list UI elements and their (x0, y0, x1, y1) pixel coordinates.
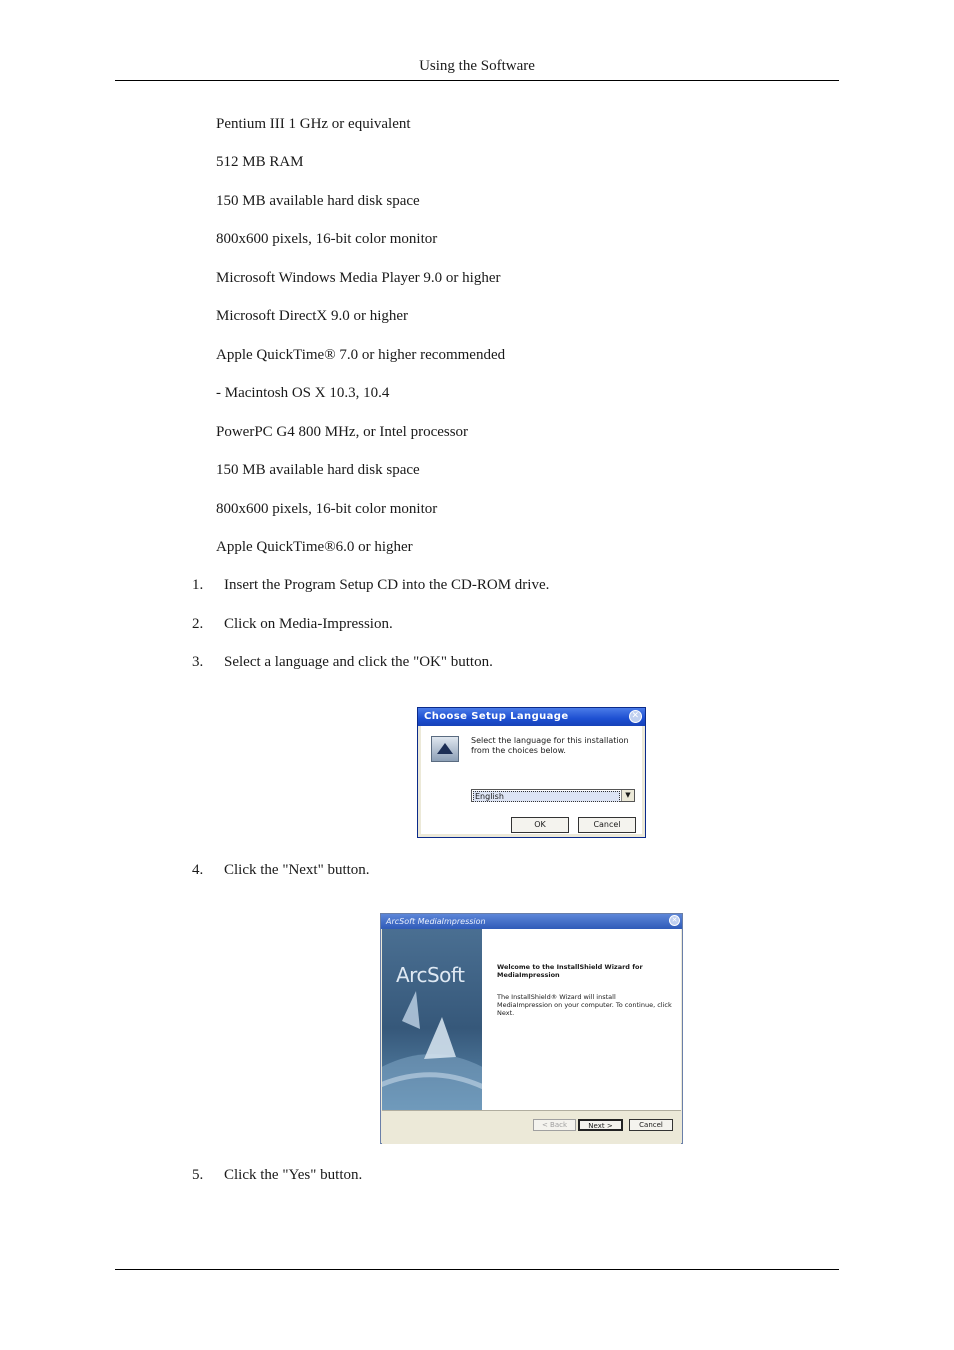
requirement-item: 512 MB RAM (216, 154, 304, 170)
requirement-item: PowerPC G4 800 MHz, or Intel processor (216, 424, 469, 440)
step-item (192, 654, 493, 671)
requirement-item: 800x600 pixels, 16-bit color monitor (216, 231, 438, 247)
next-button[interactable]: Next > (578, 1119, 623, 1131)
dialog-titlebar (418, 708, 645, 726)
step-number: 3. (192, 654, 204, 670)
requirement-item: 800x600 pixels, 16-bit color monitor (216, 501, 438, 517)
dialog-titlebar (381, 914, 682, 929)
chevron-down-icon[interactable]: ▼ (621, 790, 634, 801)
step-number: 1. (192, 577, 204, 593)
requirement-item: Apple QuickTime®6.0 or higher (216, 539, 413, 555)
step-item (192, 1167, 362, 1184)
header-rule (115, 80, 839, 81)
step-text: Insert the Program Setup CD into the CD-ROM drive. (224, 577, 550, 593)
step-text: Select a language and click the "OK" button. (224, 654, 493, 670)
step-number: 4. (192, 862, 204, 878)
requirement-item: Microsoft Windows Media Player 9.0 or higher (216, 270, 501, 286)
step-text: Click on Media-Impression. (224, 616, 393, 632)
wizard-side-banner (382, 929, 482, 1110)
step-number: 5. (192, 1167, 204, 1183)
step-item (192, 616, 393, 633)
language-select-value: English (473, 791, 620, 802)
close-icon[interactable]: ✕ (629, 710, 642, 723)
wizard-welcome-heading: Welcome to the InstallShield Wizard for MediaImpression (497, 963, 643, 979)
cancel-button[interactable]: Cancel (629, 1119, 673, 1131)
requirement-item: 150 MB available hard disk space (216, 462, 420, 478)
step-item (192, 862, 370, 879)
requirement-item: Apple QuickTime® 7.0 or higher recommended (216, 347, 506, 363)
footer-rule (115, 1269, 839, 1270)
banner-artwork (382, 929, 482, 1110)
wizard-content (482, 929, 681, 1110)
dialog-message: Select the language for this installation from the choices below. (471, 736, 629, 755)
arcsoft-logo: ArcSoft (396, 963, 465, 987)
wizard-info-text: The InstallShield® Wizard will install MediaImpression on your computer. To continue, click Next. (497, 993, 672, 1017)
setup-icon (431, 736, 459, 762)
cancel-button[interactable]: Cancel (578, 817, 636, 833)
language-select[interactable] (471, 789, 635, 802)
step-text: Click the "Yes" button. (224, 1167, 363, 1183)
step-item (192, 577, 549, 594)
ok-button[interactable]: OK (511, 817, 569, 833)
requirement-item: 150 MB available hard disk space (216, 193, 420, 209)
close-icon[interactable]: ✕ (669, 915, 680, 926)
requirement-item: - Macintosh OS X 10.3, 10.4 (216, 385, 390, 401)
dialog-title: ArcSoft MediaImpression (386, 917, 486, 926)
step-text: Click the "Next" button. (224, 862, 370, 878)
step-number: 2. (192, 616, 204, 632)
page-header-title: Using the Software (419, 58, 535, 74)
dialog-body (421, 726, 642, 834)
back-button[interactable]: < Back (533, 1119, 576, 1131)
requirement-item: Pentium III 1 GHz or equivalent (216, 116, 411, 132)
requirement-item: Microsoft DirectX 9.0 or higher (216, 308, 409, 324)
dialog-title: Choose Setup Language (424, 711, 569, 722)
wizard-footer (382, 1110, 681, 1144)
choose-language-dialog (417, 707, 646, 838)
installshield-wizard-dialog (380, 913, 683, 1144)
